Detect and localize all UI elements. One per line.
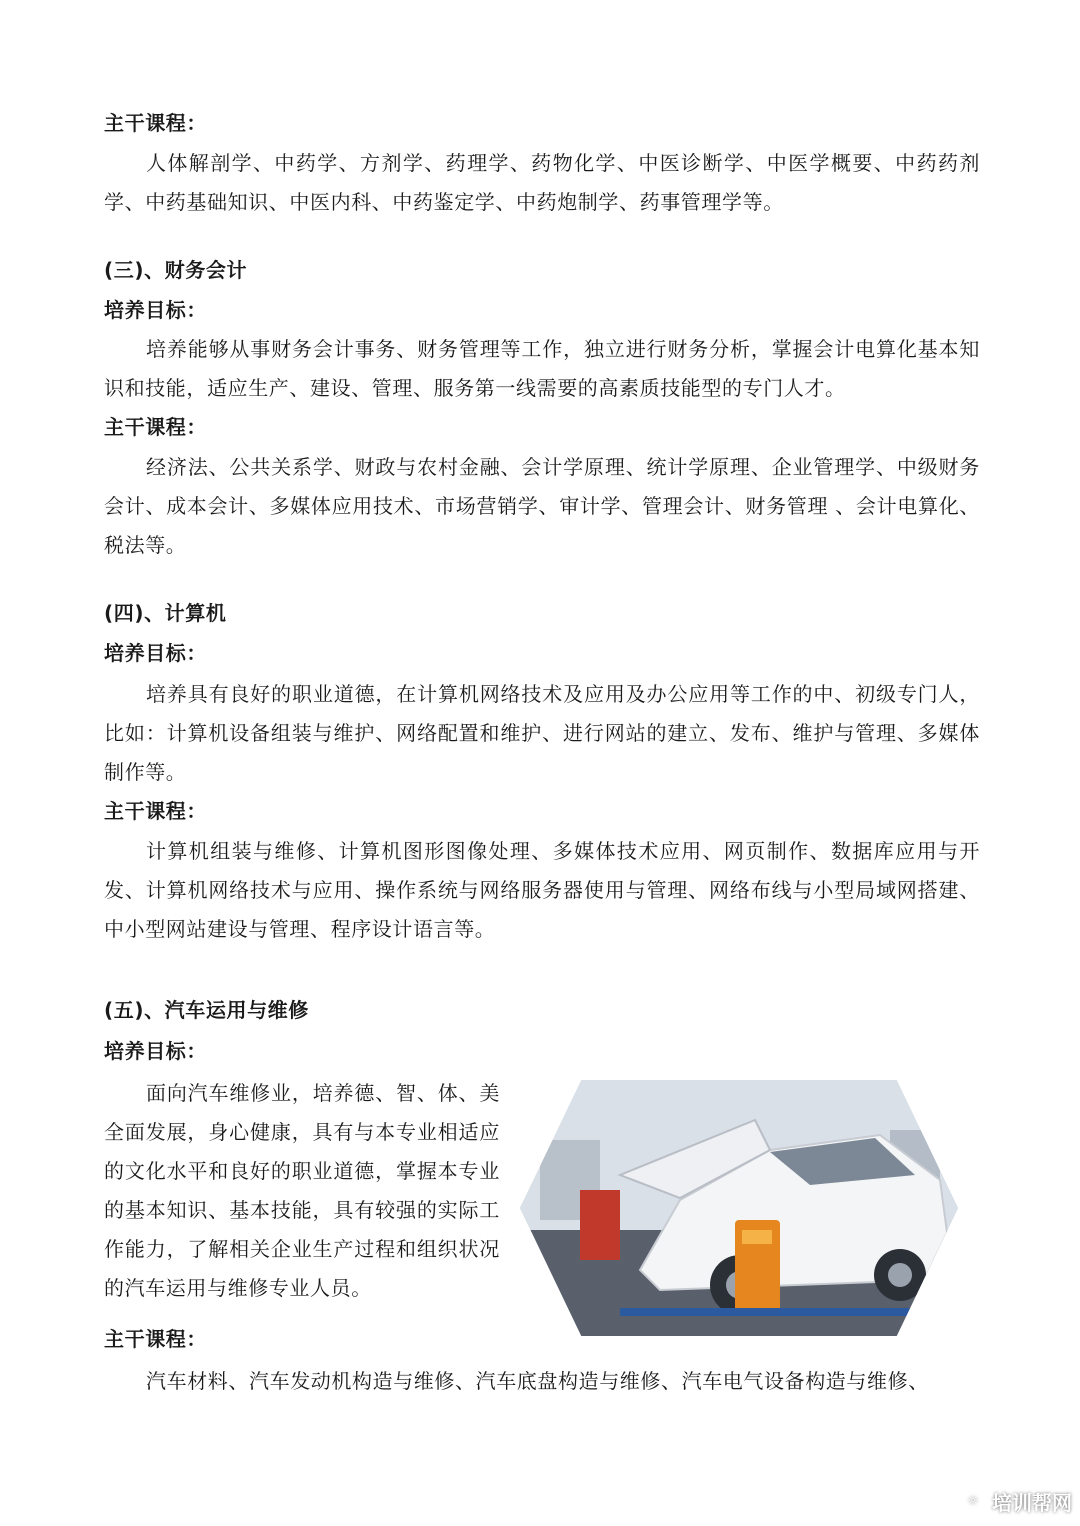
goal-paragraph: 面向汽车维修业，培养德、智、体、美全面发展，身心健康，具有与本专业相适应的文化水平和良好的职业道德，掌握本专业的基本知识、基本技能，具有较强的实际工作能力，了解相关企业生产过程和组织状况的汽车运用与维修专业人员。 — [104, 1081, 500, 1300]
car-repair-photo — [520, 1080, 958, 1336]
logo-icon: ☼ — [960, 1488, 986, 1514]
section-title-finance: (三)、财务会计 — [104, 258, 248, 282]
goal-paragraph: 培养能够从事财务会计事务、财务管理等工作，独立进行财务分析，掌握会计电算化基本知识和技能，适应生产、建设、管理、服务第一线需要的高素质技能型的专门人才。 — [104, 337, 980, 400]
watermark — [960, 1484, 1072, 1518]
course-heading: 主干课程： — [104, 415, 207, 439]
section-title-computer: (四)、计算机 — [104, 601, 227, 625]
course-heading: 主干课程： — [104, 799, 207, 823]
goal-heading: 培养目标： — [104, 298, 207, 322]
course-heading: 主干课程： — [104, 111, 207, 135]
course-paragraph: 计算机组装与维修、计算机图形图像处理、多媒体技术应用、网页制作、数据库应用与开发、计算机网络技术与应用、操作系统与网络服务器使用与管理、网络布线与小型局域网搭建、中小型网站建设与管理、程序设计语言等。 — [104, 839, 980, 941]
course-paragraph: 经济法、公共关系学、财政与农村金融、会计学原理、统计学原理、企业管理学、中级财务会计、成本会计、多媒体应用技术、市场营销学、审计学、管理会计、财务管理 、会计电算化、税法等。 — [104, 455, 980, 557]
course-heading: 主干课程： — [104, 1327, 207, 1351]
course-paragraph: 人体解剖学、中药学、方剂学、药理学、药物化学、中医诊断学、中医学概要、中药药剂学、中药基础知识、中医内科、中药鉴定学、中药炮制学、药事管理学等。 — [104, 151, 980, 214]
goal-paragraph: 培养具有良好的职业道德，在计算机网络技术及应用及办公应用等工作的中、初级专门人，比如：计算机设备组装与维护、网络配置和维护、进行网站的建立、发布、维护与管理、多媒体制作等。 — [104, 682, 980, 784]
goal-heading: 培养目标： — [104, 641, 207, 665]
car-illustration — [520, 1080, 958, 1336]
section-title-auto: (五)、汽车运用与维修 — [104, 998, 309, 1022]
watermark-text: 培训帮网 — [992, 1490, 1072, 1515]
course-paragraph: 汽车材料、汽车发动机构造与维修、汽车底盘构造与维修、汽车电气设备构造与维修、 — [146, 1369, 929, 1393]
goal-heading: 培养目标： — [104, 1039, 207, 1063]
